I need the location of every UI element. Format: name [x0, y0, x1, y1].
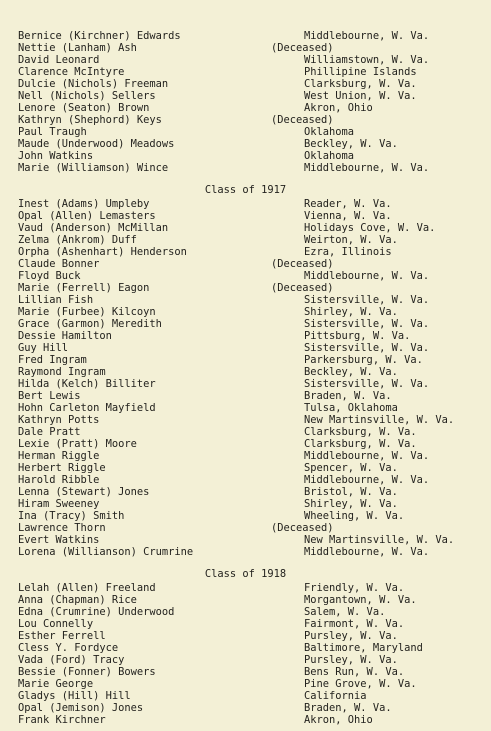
alumni-name: Marie George	[18, 678, 94, 690]
alumni-location: Friendly, W. Va.	[304, 582, 405, 594]
alumni-name: Harold Ribble	[18, 474, 100, 486]
alumni-entry	[0, 702, 491, 714]
alumni-location: Middlebourne, W. Va.	[304, 30, 430, 42]
alumni-name: Bessie (Fonner) Bowers	[18, 666, 156, 678]
class-heading: Class of 1918	[204, 568, 287, 580]
alumni-location: Sistersville, W. Va.	[304, 342, 430, 354]
alumni-entry	[0, 234, 491, 246]
alumni-entry	[0, 354, 491, 366]
alumni-location: Shirley, W. Va.	[304, 306, 398, 318]
alumni-location: New Martinsville, W. Va.	[304, 534, 455, 546]
alumni-entry	[0, 150, 491, 162]
alumni-location: (Deceased)	[271, 282, 334, 294]
alumni-entry	[0, 714, 491, 726]
alumni-name: Marie (Williamson) Wince	[18, 162, 169, 174]
alumni-location: (Deceased)	[271, 258, 334, 270]
alumni-name: Paul Traugh	[18, 126, 87, 138]
alumni-location: Shirley, W. Va.	[304, 498, 398, 510]
alumni-entry	[0, 162, 491, 174]
alumni-location: Middlebourne, W. Va.	[304, 546, 430, 558]
alumni-entry	[0, 414, 491, 426]
alumni-location: Sistersville, W. Va.	[304, 318, 430, 330]
alumni-location: Tulsa, Oklahoma	[304, 402, 398, 414]
alumni-entry	[0, 666, 491, 678]
alumni-name: Lelah (Allen) Freeland	[18, 582, 156, 594]
alumni-entry	[0, 42, 491, 54]
alumni-name: Marie (Ferrell) Eagon	[18, 282, 150, 294]
alumni-name: Floyd Buck	[18, 270, 81, 282]
alumni-location: Pursley, W. Va.	[304, 654, 398, 666]
alumni-entry	[0, 222, 491, 234]
alumni-entry	[0, 210, 491, 222]
alumni-location: Akron, Ohio	[304, 102, 373, 114]
alumni-location: California	[304, 690, 367, 702]
alumni-location: (Deceased)	[271, 42, 334, 54]
alumni-entry	[0, 330, 491, 342]
alumni-name: Bert Lewis	[18, 390, 81, 402]
alumni-location: Pine Grove, W. Va.	[304, 678, 417, 690]
alumni-location: Bristol, W. Va.	[304, 486, 398, 498]
alumni-location: Middlebourne, W. Va.	[304, 450, 430, 462]
alumni-entry	[0, 534, 491, 546]
alumni-entry	[0, 498, 491, 510]
alumni-location: Braden, W. Va.	[304, 702, 392, 714]
alumni-location: Sistersville, W. Va.	[304, 378, 430, 390]
alumni-entry	[0, 282, 491, 294]
alumni-location: Wheeling, W. Va.	[304, 510, 405, 522]
alumni-name: Opal (Allen) Lemasters	[18, 210, 156, 222]
alumni-location: Akron, Ohio	[304, 714, 373, 726]
alumni-entry	[0, 450, 491, 462]
alumni-location: Spencer, W. Va.	[304, 462, 398, 474]
alumni-location: (Deceased)	[271, 522, 334, 534]
alumni-name: Lexie (Pratt) Moore	[18, 438, 137, 450]
alumni-entry	[0, 66, 491, 78]
alumni-location: Oklahoma	[304, 150, 355, 162]
alumni-location: Parkersburg, W. Va.	[304, 354, 423, 366]
alumni-name: Lenna (Stewart) Jones	[18, 486, 150, 498]
alumni-name: Maude (Underwood) Meadows	[18, 138, 175, 150]
alumni-entry	[0, 378, 491, 390]
alumni-entry	[0, 198, 491, 210]
alumni-location: Pursley, W. Va.	[304, 630, 398, 642]
alumni-name: Frank Kirchner	[18, 714, 106, 726]
alumni-name: Lenore (Seaton) Brown	[18, 102, 150, 114]
alumni-entry	[0, 294, 491, 306]
alumni-location: Morgantown, W. Va.	[304, 594, 417, 606]
alumni-location: Weirton, W. Va.	[304, 234, 398, 246]
alumni-location: West Union, W. Va.	[304, 90, 417, 102]
alumni-name: Edna (Crumrine) Underwood	[18, 606, 175, 618]
alumni-name: Marie (Furbee) Kilcoyn	[18, 306, 156, 318]
alumni-entry	[0, 618, 491, 630]
alumni-entry	[0, 270, 491, 282]
alumni-entry	[0, 546, 491, 558]
alumni-entry	[0, 318, 491, 330]
alumni-name: Gladys (Hill) Hill	[18, 690, 131, 702]
alumni-location: Fairmont, W. Va.	[304, 618, 405, 630]
alumni-location: Phillipine Islands	[304, 66, 417, 78]
alumni-name: Dale Pratt	[18, 426, 81, 438]
alumni-name: Raymond Ingram	[18, 366, 106, 378]
alumni-name: Herman Riggle	[18, 450, 100, 462]
alumni-location: Clarksburg, W. Va.	[304, 78, 417, 90]
alumni-entry	[0, 30, 491, 42]
alumni-name: Vada (Ford) Tracy	[18, 654, 125, 666]
alumni-name: Hohn Carleton Mayfield	[18, 402, 156, 414]
alumni-name: Herbert Riggle	[18, 462, 106, 474]
alumni-name: Nell (Nichols) Sellers	[18, 90, 156, 102]
alumni-name: Cless Y. Fordyce	[18, 642, 119, 654]
alumni-location: Williamstown, W. Va.	[304, 54, 430, 66]
alumni-name: Clarence McIntyre	[18, 66, 125, 78]
alumni-entry	[0, 54, 491, 66]
alumni-entry	[0, 582, 491, 594]
alumni-location: Pittsburg, W. Va.	[304, 330, 411, 342]
alumni-location: Reader, W. Va.	[304, 198, 392, 210]
alumni-entry	[0, 342, 491, 354]
class-heading: Class of 1917	[204, 184, 287, 196]
alumni-entry	[0, 114, 491, 126]
alumni-location: Oklahoma	[304, 126, 355, 138]
alumni-entry	[0, 594, 491, 606]
alumni-name: Kathryn (Shephord) Keys	[18, 114, 162, 126]
alumni-entry	[0, 474, 491, 486]
alumni-entry	[0, 678, 491, 690]
alumni-name: Ina (Tracy) Smith	[18, 510, 125, 522]
alumni-entry	[0, 438, 491, 450]
alumni-name: Kathryn Potts	[18, 414, 100, 426]
alumni-entry	[0, 690, 491, 702]
alumni-name: Lorena (Willianson) Crumrine	[18, 546, 194, 558]
alumni-location: Clarksburg, W. Va.	[304, 438, 417, 450]
alumni-name: David Leonard	[18, 54, 100, 66]
alumni-name: Evert Watkins	[18, 534, 100, 546]
alumni-location: New Martinsville, W. Va.	[304, 414, 455, 426]
alumni-entry	[0, 126, 491, 138]
alumni-location: Braden, W. Va.	[304, 390, 392, 402]
alumni-name: Inest (Adams) Umpleby	[18, 198, 150, 210]
alumni-entry	[0, 486, 491, 498]
alumni-name: Hiram Sweeney	[18, 498, 100, 510]
alumni-location: Middlebourne, W. Va.	[304, 162, 430, 174]
alumni-entry	[0, 366, 491, 378]
alumni-location: Beckley, W. Va.	[304, 366, 398, 378]
alumni-location: Middlebourne, W. Va.	[304, 474, 430, 486]
alumni-name: Dulcie (Nichols) Freeman	[18, 78, 169, 90]
alumni-entry	[0, 654, 491, 666]
alumni-name: Bernice (Kirchner) Edwards	[18, 30, 181, 42]
alumni-entry	[0, 462, 491, 474]
alumni-entry	[0, 630, 491, 642]
alumni-location: Bens Run, W. Va.	[304, 666, 405, 678]
alumni-name: Nettie (Lanham) Ash	[18, 42, 137, 54]
alumni-name: Orpha (Ashenhart) Henderson	[18, 246, 187, 258]
alumni-location: Vienna, W. Va.	[304, 210, 392, 222]
alumni-name: Lawrence Thorn	[18, 522, 106, 534]
alumni-location: (Deceased)	[271, 114, 334, 126]
alumni-entry	[0, 258, 491, 270]
alumni-name: Lillian Fish	[18, 294, 94, 306]
alumni-name: Vaud (Anderson) McMillan	[18, 222, 169, 234]
alumni-name: Zelma (Ankrom) Duff	[18, 234, 137, 246]
alumni-entry	[0, 642, 491, 654]
alumni-entry	[0, 510, 491, 522]
alumni-location: Sistersville, W. Va.	[304, 294, 430, 306]
alumni-name: Lou Connelly	[18, 618, 94, 630]
alumni-location: Holidays Cove, W. Va.	[304, 222, 436, 234]
alumni-entry	[0, 522, 491, 534]
alumni-name: Grace (Garmon) Meredith	[18, 318, 162, 330]
alumni-entry	[0, 246, 491, 258]
alumni-name: Guy Hill	[18, 342, 69, 354]
alumni-entry	[0, 402, 491, 414]
alumni-location: Clarksburg, W. Va.	[304, 426, 417, 438]
alumni-entry	[0, 90, 491, 102]
alumni-name: Dessie Hamilton	[18, 330, 112, 342]
alumni-location: Salem, W. Va.	[304, 606, 386, 618]
alumni-location: Middlebourne, W. Va.	[304, 270, 430, 282]
alumni-entry	[0, 306, 491, 318]
alumni-name: Opal (Jemison) Jones	[18, 702, 144, 714]
alumni-entry	[0, 102, 491, 114]
alumni-location: Baltimore, Maryland	[304, 642, 423, 654]
alumni-name: Fred Ingram	[18, 354, 87, 366]
alumni-name: John Watkins	[18, 150, 94, 162]
alumni-entry	[0, 390, 491, 402]
alumni-entry	[0, 78, 491, 90]
alumni-location: Ezra, Illinois	[304, 246, 392, 258]
alumni-name: Hilda (Kelch) Billiter	[18, 378, 156, 390]
alumni-location: Beckley, W. Va.	[304, 138, 398, 150]
alumni-entry	[0, 426, 491, 438]
alumni-name: Esther Ferrell	[18, 630, 106, 642]
alumni-entry	[0, 606, 491, 618]
alumni-name: Anna (Chapman) Rice	[18, 594, 137, 606]
alumni-name: Claude Bonner	[18, 258, 100, 270]
alumni-entry	[0, 138, 491, 150]
